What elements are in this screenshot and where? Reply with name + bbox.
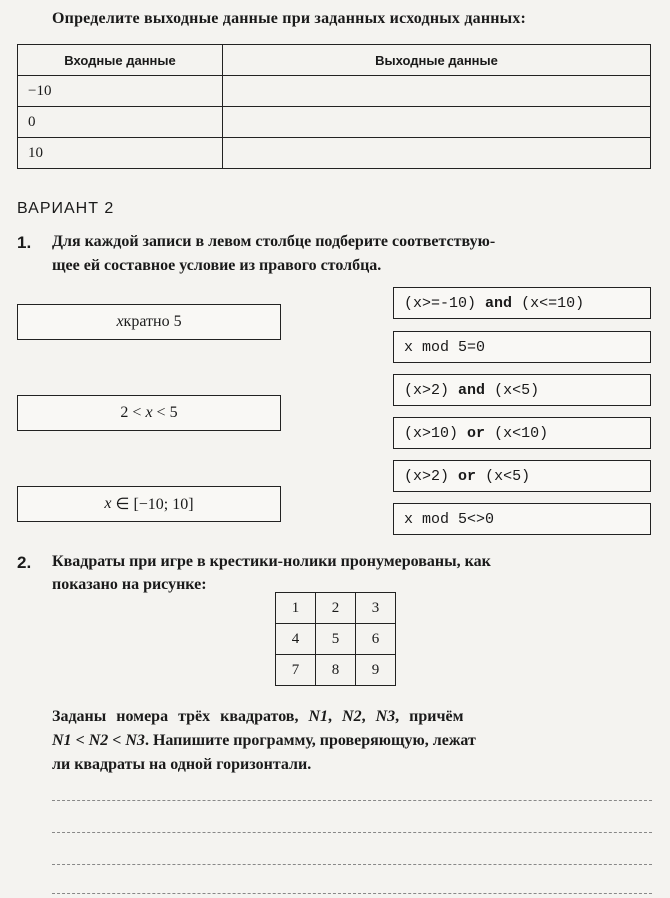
task2-text-line1: Квадраты при игре в крестики-нолики пронумерованы, как <box>52 553 491 570</box>
cond-part: (x<10) <box>494 424 549 442</box>
left-item-multiple-of-5[interactable] <box>17 304 281 340</box>
grid-cell: 2 <box>316 593 356 624</box>
right-item-or-10[interactable] <box>393 417 651 449</box>
cond-part: (x<5) <box>494 381 540 399</box>
table-row <box>18 107 651 138</box>
table-row <box>18 138 651 169</box>
left-item-post: ∈ [−10; 10] <box>115 496 194 513</box>
left-item-range-2-5[interactable] <box>17 395 281 431</box>
cond-op: or <box>467 424 486 442</box>
task1-text-line2: щее ей составное условие из правого столбца. <box>52 257 382 274</box>
io-output-cell[interactable] <box>223 138 651 169</box>
answer-line[interactable] <box>52 893 652 894</box>
grid-cell: 9 <box>356 655 396 686</box>
grid-cell: 4 <box>276 624 316 655</box>
right-item-and-2-5[interactable] <box>393 374 651 406</box>
cond-part: x mod 5=0 <box>404 338 486 356</box>
cond-part: (x>=-10) <box>404 294 477 312</box>
answer-line[interactable] <box>52 832 652 833</box>
var-n3: N3 <box>375 708 396 725</box>
var-n2: N2 <box>88 732 109 749</box>
right-item-or-2-5[interactable] <box>393 460 651 492</box>
left-item-post: < 5 <box>156 404 178 421</box>
para-text: , <box>361 708 376 725</box>
grid-cell: 1 <box>276 593 316 624</box>
right-item-mod-ne[interactable] <box>393 503 651 535</box>
grid-cell: 6 <box>356 624 396 655</box>
grid-cell: 8 <box>316 655 356 686</box>
io-header-input: Входные данные <box>18 45 223 76</box>
var-n1: N1 <box>308 708 329 725</box>
para-text: Заданы номера трёх квадратов, <box>52 708 309 725</box>
var-n2: N2 <box>342 708 362 725</box>
answer-line[interactable] <box>52 864 652 865</box>
io-table <box>17 44 651 169</box>
io-table-header-row <box>18 45 651 76</box>
right-item-mod-eq[interactable] <box>393 331 651 363</box>
cond-part: (x<=10) <box>521 294 585 312</box>
cond-part: (x>2) <box>404 467 450 485</box>
io-output-cell[interactable] <box>223 107 651 138</box>
io-output-cell[interactable] <box>223 76 651 107</box>
cond-op: and <box>458 381 486 399</box>
io-input-cell: 0 <box>18 107 223 138</box>
grid-cell: 3 <box>356 593 396 624</box>
var-x: x <box>116 313 124 330</box>
para-text: . Напишите программу, проверяющую, лежат <box>144 732 476 749</box>
para-text: , <box>328 708 343 725</box>
var-x: x <box>145 404 153 421</box>
tic-tac-toe-grid <box>275 592 396 686</box>
intro-text: Определите выходные данные при заданных исходных данных: <box>52 10 527 27</box>
cond-op: and <box>485 294 513 312</box>
cond-part: (x>2) <box>404 381 450 399</box>
task1-text-line1: Для каждой записи в левом столбце подберите соответствую- <box>52 233 496 250</box>
io-input-cell: −10 <box>18 76 223 107</box>
answer-line[interactable] <box>52 800 652 801</box>
io-input-cell: 10 <box>18 138 223 169</box>
task2-paragraph-line1 <box>52 705 652 729</box>
para-text: , причём <box>395 708 464 725</box>
left-item-text: кратно 5 <box>123 313 182 330</box>
io-header-output: Выходные данные <box>223 45 651 76</box>
cond-part: x mod 5<>0 <box>404 510 495 528</box>
cond-part: (x<5) <box>485 467 531 485</box>
var-n3: N3 <box>125 732 145 749</box>
left-item-pre: 2 < <box>120 404 142 421</box>
left-item-in-interval[interactable] <box>17 486 281 522</box>
task2-number: 2. <box>17 553 32 572</box>
table-row <box>18 76 651 107</box>
var-x: x <box>104 495 112 512</box>
var-n1: N1 <box>52 732 72 749</box>
para-text: < <box>71 732 89 749</box>
cond-part: (x>10) <box>404 424 459 442</box>
variant-label: ВАРИАНТ 2 <box>17 200 115 217</box>
cond-op: or <box>458 467 477 485</box>
right-item-and-range[interactable] <box>393 287 651 319</box>
task2-text-line2: показано на рисунке: <box>52 576 207 593</box>
task1-number: 1. <box>17 233 32 252</box>
task2-paragraph-line2 <box>52 729 652 753</box>
task2-paragraph-line3: ли квадраты на одной горизонтали. <box>52 756 312 773</box>
grid-cell: 5 <box>316 624 356 655</box>
grid-cell: 7 <box>276 655 316 686</box>
para-text: < <box>108 732 126 749</box>
